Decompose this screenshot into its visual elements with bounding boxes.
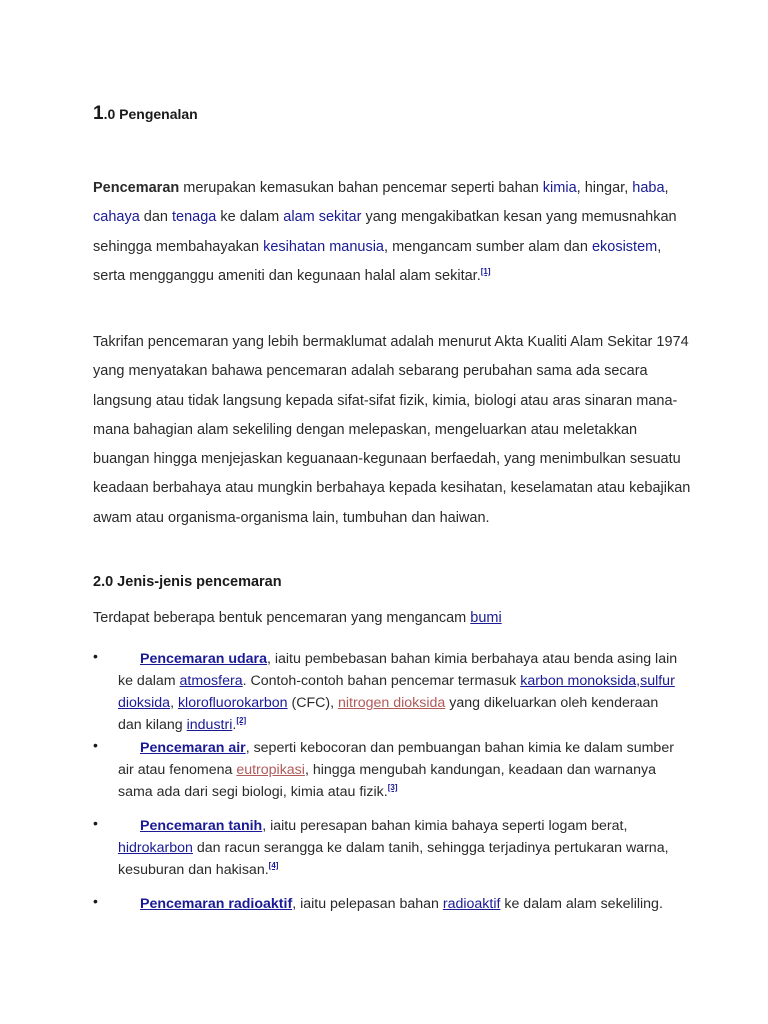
text-run: , iaitu pembebasan bahan kimia berbahaya atau benda asing lain ke dalam <box>118 651 678 689</box>
text-run: , iaitu pelepasan bahan <box>292 896 443 912</box>
list-item-udara <box>118 648 683 736</box>
text-run: dan <box>139 209 173 226</box>
link-pencemaran-air[interactable]: Pencemaran air <box>140 740 246 756</box>
text-run: yang mengakibatkan kesan yang memusnahkan sehingga membahayakan <box>93 209 677 255</box>
list-item-tanih <box>118 815 683 881</box>
heading-text: .0 Pengenalan <box>103 106 198 122</box>
link-sulfur-dioksida[interactable]: sulfur dioksida <box>118 673 675 711</box>
text-run: merupakan kemasukan bahan pencemar seperti bahan <box>179 180 543 196</box>
link-pencemaran-tanih[interactable]: Pencemaran tanih <box>140 818 263 834</box>
reference-link[interactable]: [4] <box>268 861 279 870</box>
section-heading-pengenalan <box>93 103 198 125</box>
text-run: , hingga mengubah kandungan, keadaan dan warnanya sama ada dari segi biologi, kimia atau fizik. <box>118 762 656 800</box>
link-klorofluorokarbon[interactable]: klorofluorokarbon <box>177 695 288 711</box>
bullet-marker: • <box>93 815 98 831</box>
paragraph-intro-jenis <box>93 610 502 626</box>
link-tenaga[interactable]: tenaga <box>172 209 217 226</box>
text-run: , <box>636 673 641 689</box>
text-run: dan racun serangga ke dalam tanih, sehingga terjadinya pertukaran warna, kesuburan dan hakisan. <box>118 840 669 878</box>
link-nitrogen-dioksida[interactable]: nitrogen dioksida <box>338 695 446 711</box>
link-pencemaran-udara[interactable]: Pencemaran udara <box>140 651 267 667</box>
list-item-radioaktif <box>118 893 683 915</box>
list-item-air <box>118 737 683 803</box>
text-run: , iaitu peresapan bahan kimia bahaya seperti logam berat, <box>262 818 628 834</box>
reference-link[interactable]: [1] <box>480 266 491 276</box>
paragraph-definition <box>93 174 693 291</box>
link-pencemaran-radioaktif[interactable]: Pencemaran radioaktif <box>140 896 293 912</box>
text-run: ke dalam alam sekeliling. <box>500 896 663 912</box>
link-karbon-monoksida[interactable]: karbon monoksida <box>520 673 637 689</box>
link-radioaktif[interactable]: radioaktif <box>442 896 501 912</box>
text-run: . Contoh-contoh bahan pencemar termasuk <box>242 673 521 689</box>
text-run: , <box>170 695 178 711</box>
link-bumi[interactable]: bumi <box>470 610 502 626</box>
text-run: , <box>664 180 669 196</box>
paragraph-takrifan: Takrifan pencemaran yang lebih bermaklumat adalah menurut Akta Kualiti Alam Sekitar 1974 yang menyatakan bahawa pencemaran adalah sebarang perubahan sama ada secara langsung atau tidak langsung kepada sifat-sifat fizik, kimia, biologi atau aras sinaran mana-mana bahagian alam sekeliling dengan melepaskan, mengeluarkan atau meletakkan buangan hingga menjejaskan keguanaan-kegunaan berfaedah, yang menimbulkan sesuatu keadaan berbahaya atau mungkin berbahaya kepada kesihatan, keselamatan atau kebajikan awam atau organisma-organisma lain, tumbuhan dan haiwan. <box>93 334 691 526</box>
bullet-marker: • <box>93 737 98 753</box>
text-run: , serta mengganggu ameniti dan kegunaan halal alam sekitar. <box>93 238 662 284</box>
text-run: Terdapat beberapa bentuk pencemaran yang mengancam <box>93 610 471 626</box>
link-atmosfera[interactable]: atmosfera <box>179 673 243 689</box>
term-pencemaran: Pencemaran <box>93 180 180 196</box>
heading-number: 1 <box>93 103 104 124</box>
text-run: . <box>232 717 237 733</box>
link-cahaya[interactable]: cahaya <box>93 209 140 226</box>
text-run: (CFC), <box>287 695 339 711</box>
link-kesihatan-manusia[interactable]: kesihatan manusia <box>263 238 385 255</box>
text-run: ke dalam <box>216 209 284 226</box>
link-ekosistem[interactable]: ekosistem <box>591 238 658 255</box>
bullet-marker: • <box>93 893 98 909</box>
link-kimia[interactable]: kimia <box>542 180 577 196</box>
section-heading-jenis: 2.0 Jenis-jenis pencemaran <box>93 574 282 590</box>
link-haba[interactable]: haba <box>632 180 665 196</box>
link-industri[interactable]: industri <box>186 717 233 733</box>
link-hidrokarbon[interactable]: hidrokarbon <box>118 840 193 856</box>
link-alam-sekitar[interactable]: alam sekitar <box>283 209 362 226</box>
text-run: , mengancam sumber alam dan <box>384 238 592 255</box>
link-eutropikasi[interactable]: eutropikasi <box>236 762 305 778</box>
text-run: yang dikeluarkan oleh kenderaan dan kilang <box>118 695 659 733</box>
text-run: , seperti kebocoran dan pembuangan bahan kimia ke dalam sumber air atau fenomena <box>118 740 674 778</box>
reference-link[interactable]: [2] <box>236 716 247 725</box>
reference-link[interactable]: [3] <box>387 783 398 792</box>
text-run: , hingar, <box>576 180 633 196</box>
bullet-marker: • <box>93 648 98 664</box>
